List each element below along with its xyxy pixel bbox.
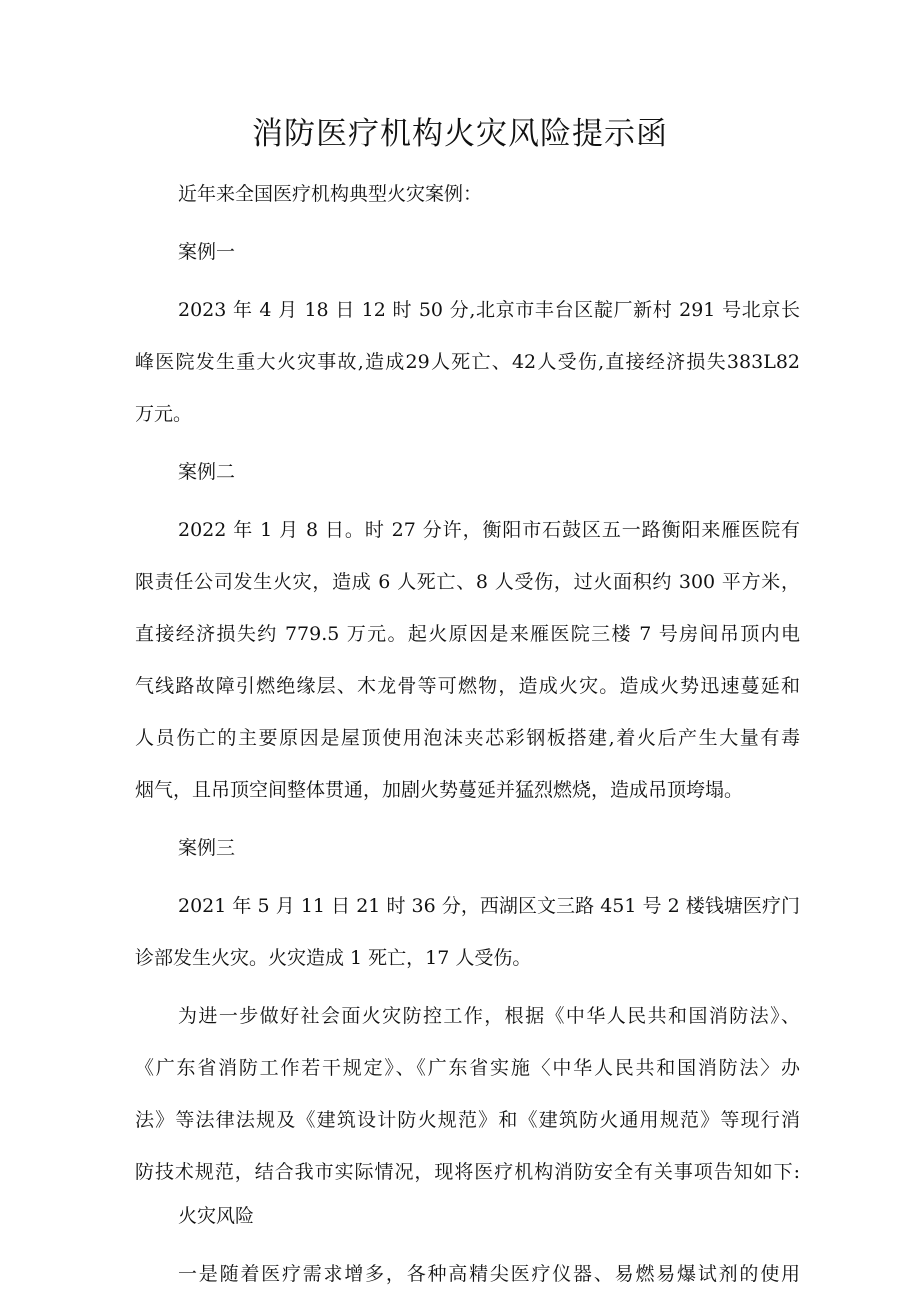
case2-line: 烟气，且吊顶空间整体贯通，加剧火势蔓延并猛烈燃烧，造成吊顶垮塌。 xyxy=(135,779,744,801)
case2-line: 限责任公司发生火灾，造成 6 人死亡、8 人受伤，过火面积约 300 平方米， xyxy=(135,571,800,593)
case1-line: 万元。 xyxy=(135,403,193,425)
notice-paragraph xyxy=(135,994,800,1194)
case2-line: 直接经济损失约 779.5 万元。起火原因是来雁医院三楼 7 号房间吊顶内电 xyxy=(135,623,800,645)
notice-line: 防技术规范，结合我市实际情况，现将医疗机构消防安全有关事项告知如下: xyxy=(135,1161,800,1183)
case1-heading: 案例一 xyxy=(178,241,236,263)
risk-line: 一是随着医疗需求增多，各种高精尖医疗仪器、易燃易爆试剂的使用 xyxy=(178,1263,800,1285)
case1-line: 2023 年 4 月 18 日 12 时 50 分,北京市丰台区靛厂新村 291 号北京长 xyxy=(178,299,800,321)
notice-line: 为进一步做好社会面火灾防控工作，根据《中华人民共和国消防法》、 xyxy=(178,1005,800,1027)
case3-heading: 案例三 xyxy=(178,837,236,859)
case3-line: 2021 年 5 月 11 日 21 时 36 分，西湖区文三路 451 号 2 楼钱塘医疗门 xyxy=(178,895,800,917)
intro-paragraph: 近年来全国医疗机构典型火灾案例： xyxy=(178,183,483,205)
case2-line: 人员伤亡的主要原因是屋顶使用泡沫夹芯彩钢板搭建,着火后产生大量有毒 xyxy=(135,727,800,749)
notice-line: 法》等法律法规及《建筑设计防火规范》和《建筑防火通用规范》等现行消 xyxy=(135,1109,800,1131)
case2-line: 2022 年 1 月 8 日。时 27 分许，衡阳市石鼓区五一路衡阳来雁医院有 xyxy=(178,519,800,541)
case1-line: 峰医院发生重大火灾事故,造成29人死亡、42人受伤,直接经济损失383L82 xyxy=(135,351,800,373)
notice-line: 《广东省消防工作若干规定》、《广东省实施〈中华人民共和国消防法〉办 xyxy=(135,1057,800,1079)
document-body xyxy=(135,172,800,1296)
case2-paragraph xyxy=(135,508,800,812)
document-title: 消防医疗机构火灾风险提示函 xyxy=(252,116,668,152)
case2-heading: 案例二 xyxy=(178,461,236,483)
case3-line: 诊部发生火灾。火灾造成 1 死亡，17 人受伤。 xyxy=(135,947,532,969)
case2-line: 气线路故障引燃绝缘层、木龙骨等可燃物，造成火灾。造成火势迅速蔓延和 xyxy=(135,675,800,697)
risk-paragraph xyxy=(135,1252,800,1296)
risk-heading: 火灾风险 xyxy=(178,1205,255,1227)
case1-paragraph xyxy=(135,288,800,436)
case3-paragraph xyxy=(135,884,800,980)
